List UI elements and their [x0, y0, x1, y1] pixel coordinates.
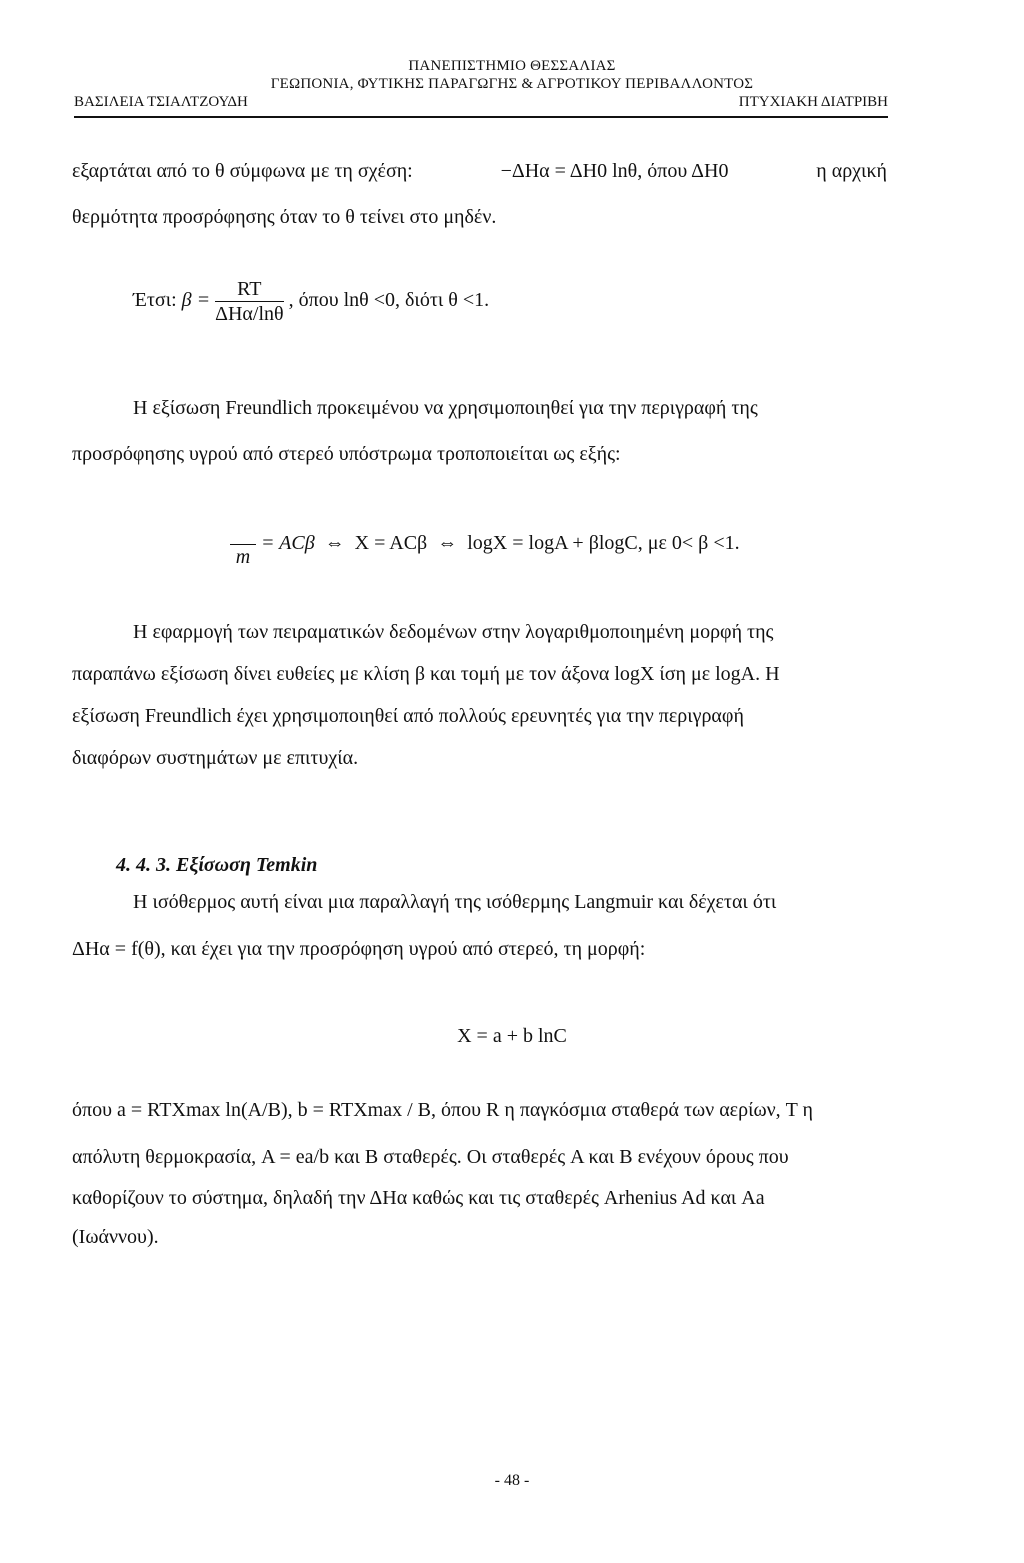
eq1-prefix: Έτσι:: [133, 289, 177, 312]
header-rule: [74, 116, 888, 118]
para2-line2: προσρόφησης υγρού από στερεό υπόστρωμα τροποποιείται ως εξής:: [72, 443, 621, 465]
header-university: ΠΑΝΕΠΙΣΤΗΜΙΟ ΘΕΣΣΑΛΙΑΣ: [408, 58, 616, 74]
section-heading: [116, 854, 317, 877]
header-row: [74, 94, 888, 111]
para1-tail: η αρχική: [816, 160, 887, 182]
para3-line1: Η εφαρμογή των πειραματικών δεδομένων στην λογαριθμοποιημένη μορφή της: [133, 621, 774, 643]
para3-line3: εξίσωση Freundlich έχει χρησιμοποιηθεί από πολλούς ερευνητές για την περιγραφή: [72, 705, 744, 727]
header-department: ΓΕΩΠΟΝΙΑ, ΦΥΤΙΚΗΣ ΠΑΡΑΓΩΓΗΣ & ΑΓΡΟΤΙΚΟΥ ΠΕΡΙΒΑΛΛΟΝΤΟΣ: [270, 76, 754, 92]
eq2-arrow2: ⇔: [432, 532, 463, 555]
para1-line2: θερμότητα προσρόφησης όταν το θ τείνει στο μηδέν.: [72, 206, 497, 228]
para5-line4: (Ιωάννου).: [72, 1226, 159, 1248]
eq2-part2: X = ACβ: [354, 532, 428, 555]
para1-equation: −ΔΗα = ΔΗ0 lnθ, όπου ΔΗ0: [500, 160, 729, 182]
eq2-part1: = ACβ: [261, 532, 315, 555]
eq1-suffix: , όπου lnθ <0, διότι θ <1.: [288, 289, 490, 312]
para3-line4: διαφόρων συστημάτων με επιτυχία.: [72, 747, 359, 769]
para5-line1: όπου a = RTXmax ln(A/B), b = RTXmax / B, όπου R η παγκόσμια σταθερά των αερίων, T η: [72, 1099, 813, 1121]
para1-line1: [72, 160, 887, 183]
para1-text: εξαρτάται από το θ σύμφωνα με τη σχέση:: [72, 160, 413, 182]
para4-line2: ΔΗα = f(θ), και έχει για την προσρόφηση υγρού από στερεό, τη μορφή:: [72, 938, 646, 960]
eq1-lhs: β =: [181, 289, 211, 312]
para4-line1: Η ισόθερμος αυτή είναι μια παραλλαγή της ισόθερμης Langmuir και δέχεται ότι: [133, 891, 777, 913]
equation-temkin: X = a + b lnC: [457, 1025, 567, 1047]
para2-line1: Η εξίσωση Freundlich προκειμένου να χρησιμοποιηθεί για την περιγραφή της: [133, 397, 758, 419]
eq1-fraction: [215, 277, 283, 326]
eq2-part3: logX = logA + βlogC, με 0< β <1.: [467, 532, 740, 555]
header-doc-type: ΠΤΥΧΙΑΚΗ ΔΙΑΤΡΙΒΗ: [738, 94, 888, 110]
para3-line2: παραπάνω εξίσωση δίνει ευθείες με κλίση β και τομή με τον άξονα logX ίση με logA. Η: [72, 663, 780, 685]
eq2-fraction: [230, 520, 256, 569]
eq2-arrow1: ⇔: [319, 532, 350, 555]
section-number: 4. 4. 3.: [116, 854, 171, 876]
para5-line3: καθορίζουν το σύστημα, δηλαδή την ΔΗα καθώς και τις σταθερές Arhenius Ad και Aa: [72, 1187, 765, 1209]
equation-beta: [133, 277, 489, 326]
eq2-denominator: m: [235, 546, 251, 568]
page-number: - 48 -: [494, 1472, 530, 1489]
eq1-numerator: RT: [215, 277, 283, 302]
equation-freundlich: [230, 520, 740, 569]
section-title: Εξίσωση Temkin: [176, 854, 318, 876]
header-author: ΒΑΣΙΛΕΙΑ ΤΣΙΑΛΤΖΟΥΔΗ: [74, 94, 248, 110]
para5-line2: απόλυτη θερμοκρασία, A = ea/b και B σταθερές. Οι σταθερές A και B ενέχουν όρους που: [72, 1146, 789, 1168]
eq1-denominator: ΔΗα/lnθ: [215, 303, 284, 325]
